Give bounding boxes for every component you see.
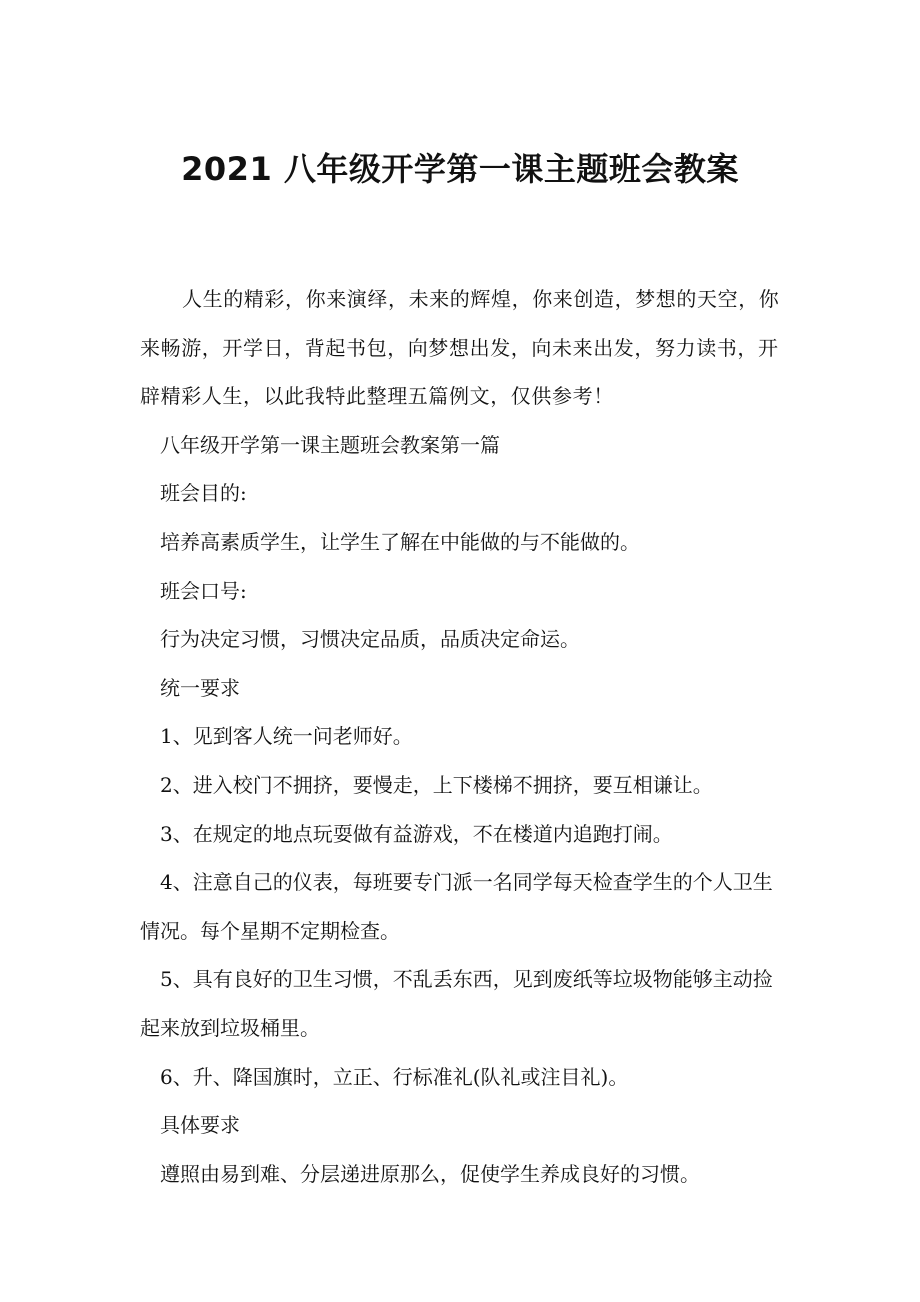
requirement-item: 2、进入校门不拥挤，要慢走，上下楼梯不拥挤，要互相谦让。 (160, 772, 713, 797)
unified-requirements-heading: 统一要求 (160, 675, 240, 700)
document-body (140, 275, 790, 1198)
requirement-item: 1、见到客人统一问老师好。 (160, 724, 413, 749)
requirement-item: 5、具有良好的卫生习惯，不乱丢东西，见到废纸等垃圾物能够主动捡起来放到垃圾桶里。 (140, 967, 773, 1040)
requirement-item: 6、升、降国旗时，立正、行标准礼(队礼或注目礼)。 (160, 1064, 629, 1089)
intro-paragraph: 人生的精彩，你来演绎，未来的辉煌，你来创造，梦想的天空，你来畅游，开学日，背起书包，向梦想出发，向未来出发，努力读书，开辟精彩人生，以此我特此整理五篇例文，仅供参考！ (140, 287, 780, 409)
meeting-slogan-text: 行为决定习惯，习惯决定品质，品质决定命运。 (160, 627, 580, 652)
section-heading: 八年级开学第一课主题班会教案第一篇 (160, 432, 500, 457)
specific-requirements-heading: 具体要求 (160, 1113, 240, 1138)
meeting-slogan-label: 班会口号: (160, 578, 247, 603)
document-title: 2021 八年级开学第一课主题班会教案 (181, 150, 739, 188)
specific-requirements-text: 遵照由易到难、分层递进原那么，促使学生养成良好的习惯。 (160, 1161, 700, 1186)
requirement-item: 3、在规定的地点玩耍做有益游戏，不在楼道内追跑打闹。 (160, 821, 673, 846)
meeting-purpose-text: 培养高素质学生，让学生了解在中能做的与不能做的。 (160, 529, 640, 554)
requirement-item: 4、注意自己的仪表，每班要专门派一名同学每天检查学生的个人卫生情况。每个星期不定期检查。 (140, 870, 773, 943)
meeting-purpose-label: 班会目的: (160, 481, 247, 506)
